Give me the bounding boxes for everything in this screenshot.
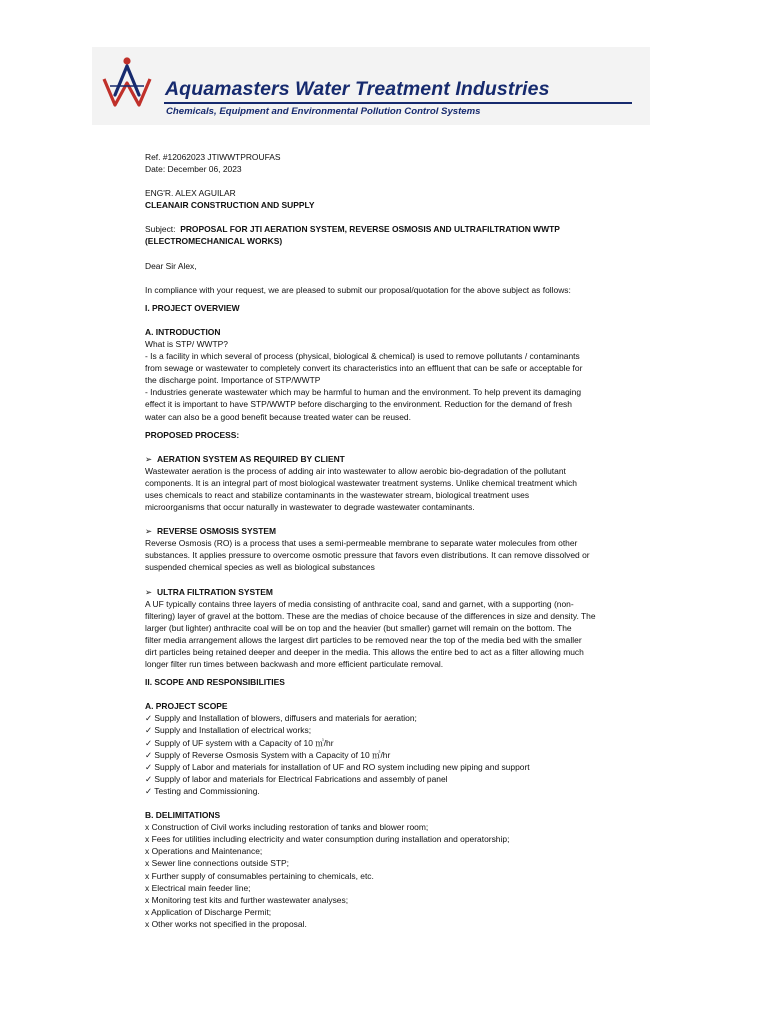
process-text-reverse-osmosis — [145, 537, 630, 573]
proposed-process-title: PROPOSED PROCESS: — [145, 429, 240, 440]
list-item: x Fees for utilities including electricity and water consumption during installation and operatorship; — [145, 834, 510, 845]
process-title-aeration: ➢ AERATION SYSTEM AS REQUIRED BY CLIENT — [145, 453, 345, 464]
text-line: the discharge point. Importance of STP/WWTP — [145, 375, 321, 386]
delimitations-list — [145, 821, 630, 930]
text-line: from sewage or wastewater to completely convert its characteristics into an effluent that can be safe or acceptable for — [145, 363, 583, 374]
list-item: x Monitoring test kits and further wastewater analyses; — [145, 894, 349, 905]
text-line: Reverse Osmosis (RO) is a process that uses a semi-permeable membrane to separate water molecules from other — [145, 538, 578, 549]
list-item: ✓ Supply of UF system with a Capacity of 10 ㎥/hr — [145, 737, 334, 748]
list-item: ✓ Supply of Reverse Osmosis System with a Capacity of 10 ㎥/hr — [145, 749, 391, 760]
text-line: microorganisms that occur naturally in wastewater to degrade wastewater contaminants. — [145, 502, 475, 513]
section-title-overview: I. PROJECT OVERVIEW — [145, 302, 240, 313]
text-line: What is STP/ WWTP? — [145, 338, 228, 349]
list-item: ✓ Supply of Labor and materials for installation of UF and RO system including new piping and support — [145, 761, 530, 772]
subject-line — [145, 223, 630, 235]
list-item: x Further supply of consumables pertaining to chemicals, etc. — [145, 870, 374, 881]
text-line: suspended chemical species as well as biological substances — [145, 562, 375, 573]
process-text-ultra-filtration — [145, 598, 630, 671]
list-item: x Sewer line connections outside STP; — [145, 858, 289, 869]
process-title-reverse-osmosis: ➢ REVERSE OSMOSIS SYSTEM — [145, 526, 277, 537]
subject-label: Subject: — [145, 224, 176, 235]
company-tagline: Chemicals, Equipment and Environmental Pollution Control Systems — [166, 106, 481, 117]
list-item: x Construction of Civil works including restoration of tanks and blower room; — [145, 822, 429, 833]
company-name: Aquamasters Water Treatment Industries — [165, 78, 550, 100]
text-line: Wastewater aeration is the process of adding air into wastewater to allow aerobic bio-degradation of the pollutant — [145, 465, 566, 476]
text-line: effect it is important to have STP/WWTP before discharging to the environment. Reduction for the demand of fresh — [145, 399, 572, 410]
subsection-title-project-scope: A. PROJECT SCOPE — [145, 701, 228, 712]
scope-list — [145, 712, 630, 797]
arrow-bullet-icon: ➢ — [145, 453, 153, 464]
list-item: ✓ Supply and Installation of blowers, diffusers and materials for aeration; — [145, 713, 417, 724]
text-line: A UF typically contains three layers of media consisting of anthracite coal, sand and garnet, with a supporting (non- — [145, 598, 574, 609]
recipient-name: ENG'R. ALEX AGUILAR — [145, 188, 236, 199]
list-item: x Electrical main feeder line; — [145, 882, 251, 893]
arrow-bullet-icon: ➢ — [145, 526, 153, 537]
list-item: ✓ Testing and Commissioning. — [145, 785, 260, 796]
salutation: Dear Sir Alex, — [145, 260, 197, 271]
list-item: x Application of Discharge Permit; — [145, 906, 272, 917]
section-title-scope: II. SCOPE AND RESPONSIBILITIES — [145, 677, 285, 688]
text-line: longer filter run times between backwash and more efficient particulate removal. — [145, 659, 444, 670]
process-title-ultra-filtration: ➢ ULTRA FILTRATION SYSTEM — [145, 586, 273, 597]
text-line: uses chemicals to react and stabilize contaminants in the wastewater stream, biological treatment uses — [145, 489, 530, 500]
list-item: ✓ Supply of labor and materials for Electrical Fabrications and assembly of panel — [145, 773, 448, 784]
recipient-company: CLEANAIR CONSTRUCTION AND SUPPLY — [145, 200, 315, 211]
company-logo-icon — [102, 55, 152, 113]
list-item: x Operations and Maintenance; — [145, 846, 263, 857]
letter-body — [145, 151, 630, 930]
letterhead-rule — [164, 102, 632, 104]
arrow-bullet-icon: ➢ — [145, 586, 153, 597]
text-line: dirt particles being retained deeper and deeper in the media. This allows the entire bed to act as a filter allowing much — [145, 647, 584, 657]
text-line: components. It is an integral part of most biological wastewater treatment systems. Unlike chemical treatment which — [145, 477, 577, 488]
text-line: substances. It applies pressure to overcome osmotic pressure that favors even distributions. It can remove dissolved or — [145, 550, 590, 561]
text-line: filter media arrangement allows the largest dirt particles to be removed near the top of the media bed with the smaller — [145, 634, 582, 645]
text-line: - Is a facility in which several of process (physical, biological & chemical) is used to remove pollutants / contaminants — [145, 351, 580, 362]
text-line: water can also be a good benefit because treated water can be reused. — [145, 411, 411, 422]
letter-date: Date: December 06, 2023 — [145, 164, 242, 175]
subsection-title-introduction: A. INTRODUCTION — [145, 326, 221, 337]
text-line: filtering) layer of gravel at the bottom. These are the medias of choice because of the differences in size and density. The — [145, 610, 596, 621]
subject-text: PROPOSAL FOR JTI AERATION SYSTEM, REVERSE OSMOSIS AND ULTRAFILTRATION WWTP — [180, 224, 560, 235]
list-item: x Other works not specified in the proposal. — [145, 918, 307, 929]
subsection-title-delimitations: B. DELIMITATIONS — [145, 810, 221, 821]
text-line: - Industries generate wastewater which may be harmful to human and the environment. To help prevent its damaging — [145, 387, 582, 398]
reference-number: Ref. #12062023 JTIWWTPROUFAS — [145, 152, 281, 162]
intro-paragraph: In compliance with your request, we are pleased to submit our proposal/quotation for the above subject as follows: — [145, 284, 571, 295]
process-text-aeration — [145, 465, 630, 513]
introduction-text — [145, 338, 630, 423]
subject-text-continued: (ELECTROMECHANICAL WORKS) — [145, 236, 283, 247]
text-line: larger (but lighter) anthracite coal will be on top and the heavier (but smaller) garnet will remain on the bottom. The — [145, 622, 572, 633]
list-item: ✓ Supply and Installation of electrical works; — [145, 725, 312, 736]
letterhead — [92, 47, 650, 125]
